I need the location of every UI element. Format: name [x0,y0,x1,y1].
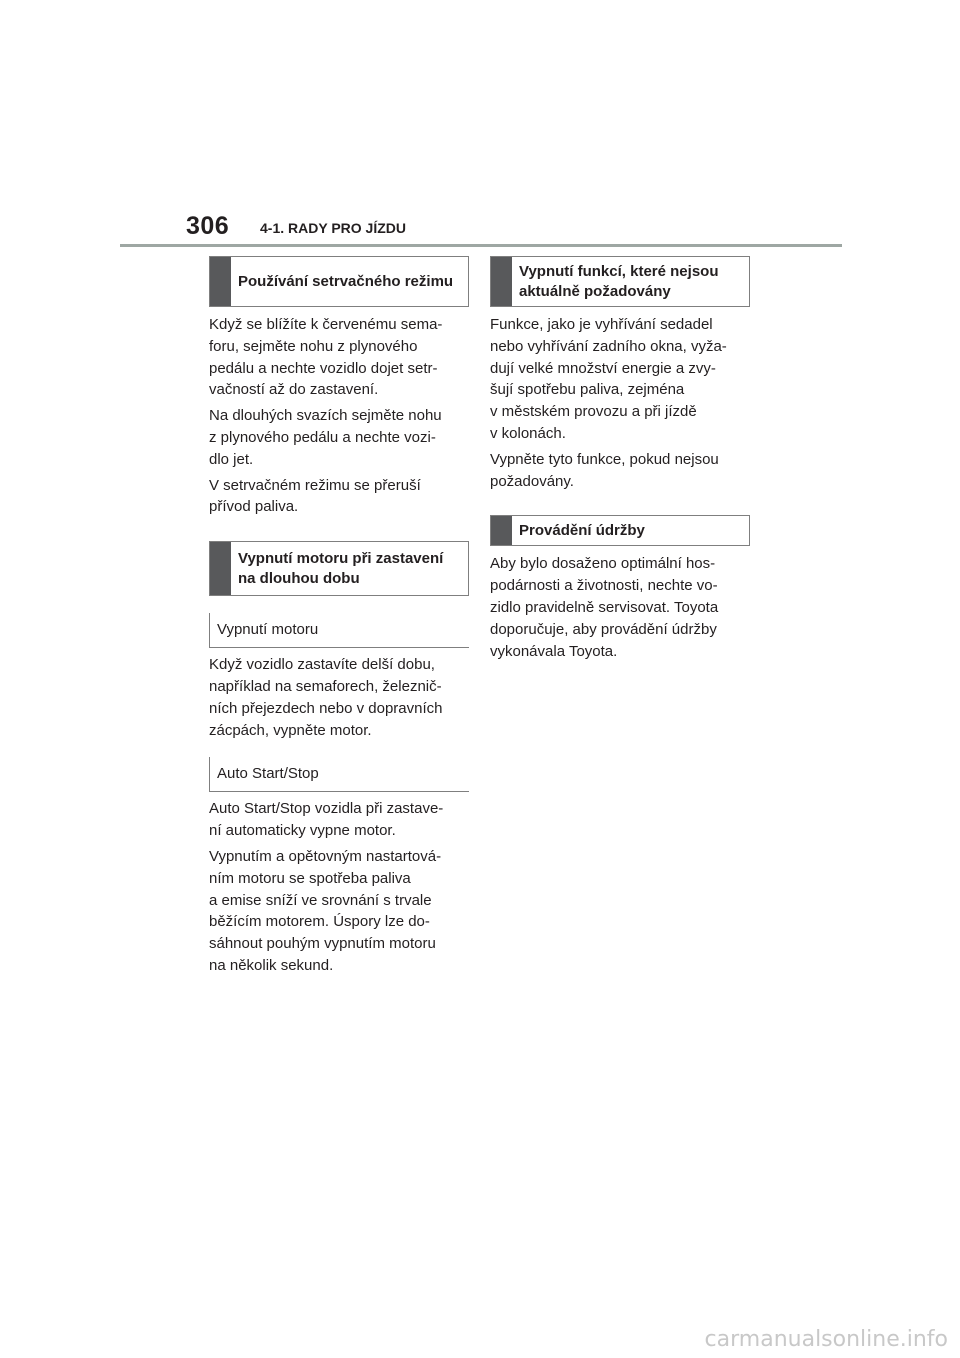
sub-heading-engine-off: Vypnutí motoru [209,613,469,648]
paragraph: V setrvačném režimu se přeruší přívod paliva. [209,476,421,516]
section-bar [210,257,231,306]
right-column [490,256,750,662]
sub-heading-auto-start-stop: Auto Start/Stop [209,757,469,792]
section-title: Používání setrvačného režimu [238,272,454,290]
section-box-coasting [209,256,469,307]
paragraph: Na dlouhých svazích sejměte nohu z plynového pedálu a nechte vozi- dlo jet. [209,407,442,468]
section-title: Provádění údržby [519,521,645,539]
left-column [209,256,469,977]
section-title: Vypnutí funkcí, které nejsou aktuálně požadovány [519,262,719,300]
section-bar [210,542,231,595]
section-box-functions-off [490,256,750,307]
watermark: carmanualsonline.info [704,1327,948,1352]
section-box-engine-off [209,541,469,596]
header-rule [120,244,842,247]
paragraph: Aby bylo dosaženo optimální hos- podárnosti a životnosti, nechte vo- zidlo pravidelně servisovat. Toyota doporučuje, aby provádění údržby vykonávala Toyota. [490,555,719,660]
section-box-maintenance [490,515,750,546]
paragraph: Vypněte tyto funkce, pokud nejsou požadovány. [490,450,719,490]
paragraph: Funkce, jako je vyhřívání sedadel nebo vyhřívání zadního okna, vyža- dují velké množství energie a zvy- šují spotřebu paliva, zejména v městském provozu a při jízdě v kolonách. [490,316,727,442]
paragraph: Když vozidlo zastavíte delší dobu, například na semaforech, železnič- ních přejezdech nebo v dopravních zácpách, vypněte motor. [209,656,443,739]
section-bar [491,257,512,306]
paragraph: Když se blížíte k červenému sema- foru, sejměte nohu z plynového pedálu a nechte vozidlo dojet setr- vačností až do zastavení. [209,316,443,399]
page-number: 306 [186,212,230,240]
paragraph: Auto Start/Stop vozidla při zastave- ní automaticky vypne motor. [209,800,444,840]
chapter-title: 4-1. RADY PRO JÍZDU [260,220,406,236]
paragraph: Vypnutím a opětovným nastartová- ním motoru se spotřeba paliva a emise sníží ve srovnání s trvale běžícím motorem. Úspory lze do- sáhnout pouhým vypnutím motoru na několik sekund. [209,847,442,974]
section-bar [491,516,512,545]
section-title: Vypnutí motoru při zastavení na dlouhou dobu [238,549,444,587]
